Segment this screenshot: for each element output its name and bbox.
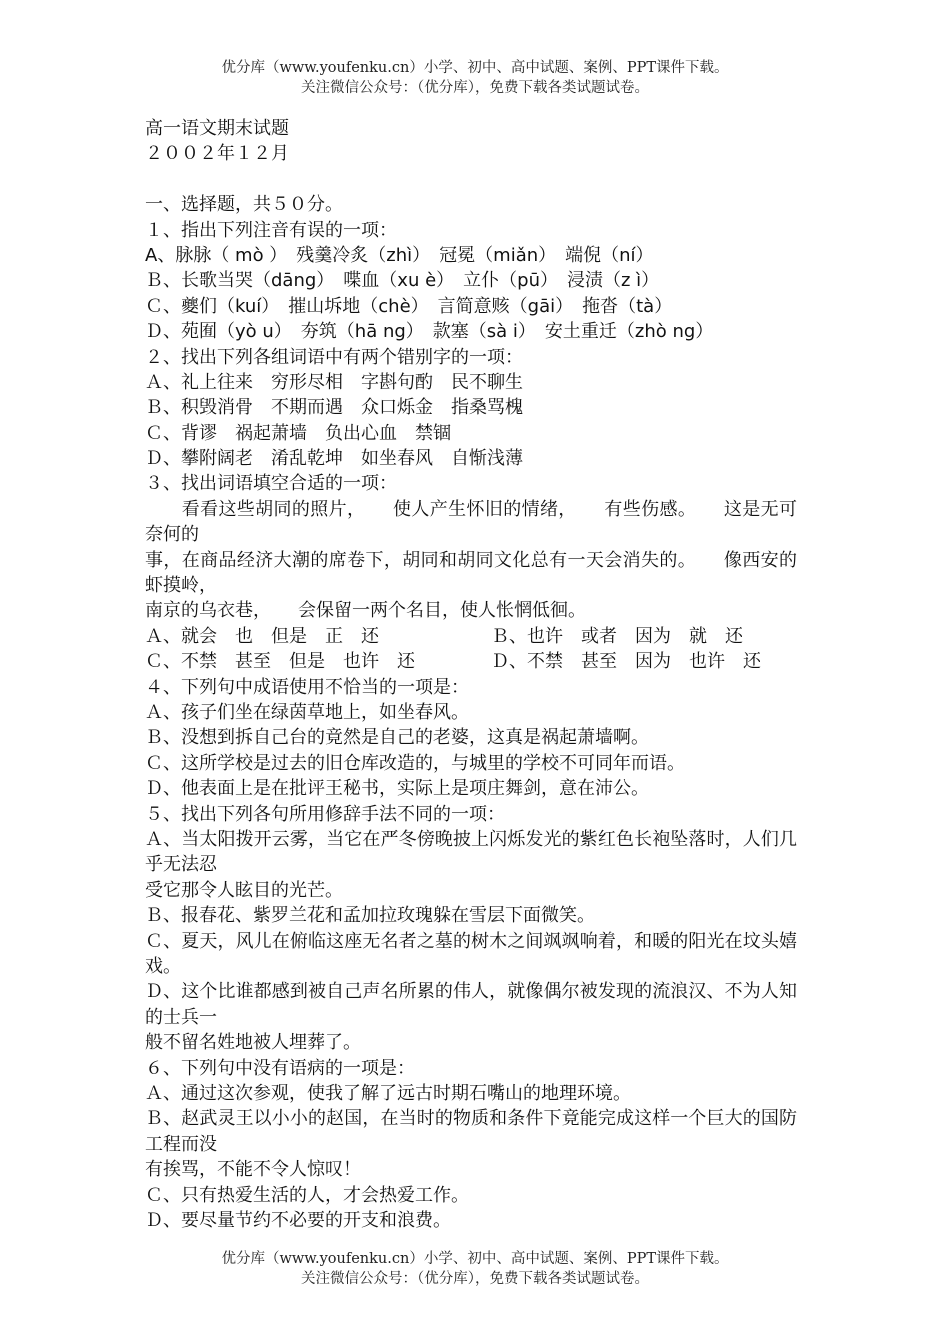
option-d: Ｄ、苑囿（yò u） 夯筑（hā ng） 款塞（sà i） 安土重迁（zhò ng）: [145, 321, 714, 343]
option-a: Ａ、就会 也 但是 正 还: [145, 625, 379, 647]
question-3: [145, 471, 797, 674]
option-b: Ｂ、赵武灵王以小小的赵国，在当时的物质和条件下竟能完成这样一个巨大的国防工程而没: [145, 1108, 797, 1155]
option-c: Ｃ、夏天，风儿在俯临这座无名者之墓的树木之间飒飒响着，和暖的阳光在坟头嬉戏。: [145, 930, 797, 977]
question-stem: １、指出下列注音有误的一项：: [145, 219, 397, 241]
page-header: [0, 58, 950, 98]
option-a: Ａ、通过这次参观，使我了解了远古时期石嘴山的地理环境。: [145, 1083, 631, 1104]
page-footer: [0, 1249, 950, 1289]
blank-line: [145, 167, 797, 192]
question-stem: ３、找出词语填空合适的一项：: [145, 473, 397, 495]
passage-line: 南京的乌衣巷， 会保留一两个名目，使人怅惘低徊。: [145, 600, 586, 622]
question-4: [145, 675, 797, 802]
footer-line-2: 关注微信公众号：（优分库），免费下载各类试题试卷。: [301, 1271, 649, 1287]
header-line-2: 关注微信公众号：（优分库），免费下载各类试题试卷。: [301, 80, 649, 96]
option-row: [145, 624, 797, 649]
question-2: [145, 345, 797, 472]
option-a: Ａ、孩子们坐在绿茵草地上，如坐春风。: [145, 702, 469, 724]
passage-line: 看看这些胡同的照片， 使人产生怀旧的情绪， 有些伤感。 这是无可奈何的: [145, 498, 797, 546]
option-c: Ｃ、背谬 祸起萧墙 负出心血 禁锢: [145, 422, 451, 444]
question-6: [145, 1056, 797, 1234]
option-d: Ｄ、这个比谁都感到被自己声名所累的伟人，就像偶尔被发现的流浪汉、不为人知的士兵一: [145, 981, 797, 1028]
question-1: [145, 218, 797, 345]
section-heading: 一、选择题，共５０分。: [145, 194, 343, 216]
option-b: Ｂ、报春花、紫罗兰花和孟加拉玫瑰躲在雪层下面微笑。: [145, 905, 595, 927]
option-c: Ｃ、只有热爱生活的人，才会热爱工作。: [145, 1184, 469, 1206]
option-b-continued: 有挨骂，不能不令人惊叹！: [145, 1159, 361, 1181]
option-d: Ｄ、不禁 甚至 因为 也许 还: [491, 651, 761, 673]
exam-date: ２００２年１２月: [145, 143, 289, 165]
exam-title: 高一语文期末试题: [145, 118, 289, 139]
option-a-continued: 受它那令人眩目的光芒。: [145, 879, 343, 901]
option-d: Ｄ、要尽量节约不必要的开支和浪费。: [145, 1209, 451, 1231]
option-d-continued: 般不留名姓地被人埋葬了。: [145, 1032, 361, 1054]
question-stem: ２、找出下列各组词语中有两个错别字的一项：: [145, 346, 523, 368]
option-c: Ｃ、不禁 甚至 但是 也许 还: [145, 651, 415, 673]
option-b: Ｂ、长歌当哭（dāng） 喋血（xu è） 立仆（pū） 浸渍（z ì）: [145, 270, 660, 292]
option-c: Ｃ、这所学校是过去的旧仓库改造的，与城里的学校不可同年而语。: [145, 752, 685, 774]
option-a: Ａ、当太阳拨开云雾，当它在严冬傍晚披上闪烁发光的紫红色长袍坠落时，人们几乎无法忍: [145, 829, 797, 876]
exam-body: [145, 116, 797, 1233]
question-stem: ４、下列句中成语使用不恰当的一项是：: [145, 676, 469, 698]
option-b: Ｂ、也许 或者 因为 就 还: [491, 625, 743, 647]
option-b: Ｂ、积毁消骨 不期而遇 众口烁金 指桑骂槐: [145, 397, 523, 419]
question-5: [145, 802, 797, 1056]
option-c: Ｃ、夔们（kuí） 摧山坼地（chè） 言简意赅（gāi） 拖沓（tà）: [145, 295, 673, 317]
footer-line-1: 优分库（www.youfenku.cn）小学、初中、高中试题、案例、PPT课件下载。: [221, 1251, 729, 1267]
option-a: A、脉脉（ mò ） 残羹冷炙（zhì） 冠冕（miǎn） 端倪（ní）: [145, 244, 654, 266]
option-row: [145, 649, 797, 674]
header-line-1: 优分库（www.youfenku.cn）小学、初中、高中试题、案例、PPT课件下载。: [221, 60, 729, 76]
question-stem: ６、下列句中没有语病的一项是：: [145, 1057, 415, 1079]
option-d: Ｄ、攀附阔老 淆乱乾坤 如坐春风 自惭浅薄: [145, 448, 523, 470]
option-b: Ｂ、没想到拆自己台的竟然是自己的老婆，这真是祸起萧墙啊。: [145, 727, 649, 749]
option-a: Ａ、礼上往来 穷形尽相 字斟句酌 民不聊生: [145, 371, 523, 393]
question-stem: ５、找出下列各句所用修辞手法不同的一项：: [145, 803, 505, 825]
option-d: Ｄ、他表面上是在批评王秘书，实际上是项庄舞剑，意在沛公。: [145, 778, 649, 800]
passage-line: 事，在商品经济大潮的席卷下，胡同和胡同文化总有一天会消失的。 像西安的虾摸岭，: [145, 549, 797, 597]
